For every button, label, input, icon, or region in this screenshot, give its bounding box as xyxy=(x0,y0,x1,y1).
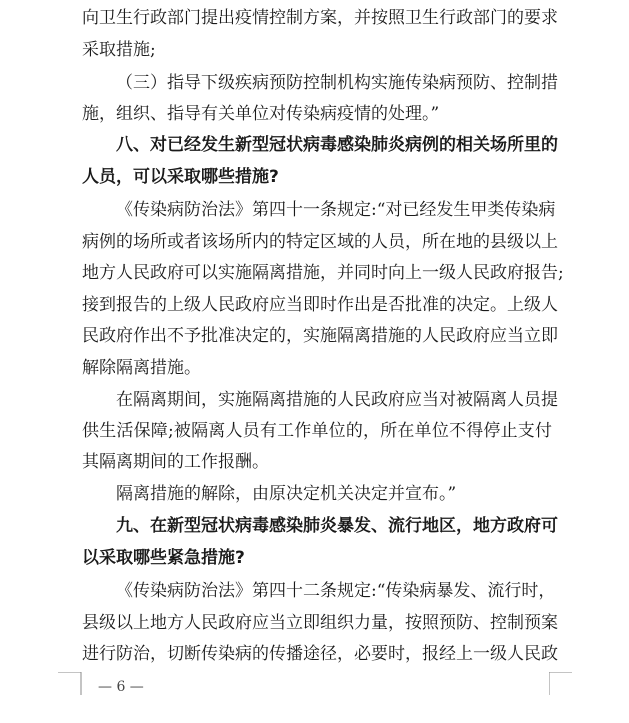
body-text-line: 采取措施; xyxy=(82,40,156,60)
body-text-line: 地方人民政府可以实施隔离措施，并同时向上一级人民政府报告; xyxy=(82,263,564,283)
body-text-line: 施，组织、指导有关单位对传染病疫情的处理。” xyxy=(82,104,440,124)
body-text-line: 接到报告的上级人民政府应当即时作出是否批准的决定。上级人 xyxy=(82,295,558,315)
section-heading: 人员，可以采取哪些措施? xyxy=(82,167,279,187)
body-text-line: 解除隔离措施。 xyxy=(82,358,201,378)
section-heading: 以采取哪些紧急措施? xyxy=(82,548,245,568)
body-text-line: 隔离措施的解除，由原决定机关决定并宣布。” xyxy=(116,484,457,504)
section-heading: 九、在新型冠状病毒感染肺炎暴发、流行地区，地方政府可 xyxy=(116,516,558,536)
body-text-line: 病例的场所或者该场所内的特定区域的人员，所在地的县级以上 xyxy=(82,232,558,252)
body-text-line: 向卫生行政部门提出疫情控制方案，并按照卫生行政部门的要求 xyxy=(82,8,558,28)
body-text-line: 县级以上地方人民政府应当立即组织力量，按照预防、控制预案 xyxy=(82,613,558,633)
page-number: — 6 — xyxy=(98,679,144,695)
body-text-line: 在隔离期间，实施隔离措施的人民政府应当对被隔离人员提 xyxy=(116,390,558,410)
body-text-line: 《传染病防治法》第四十一条规定:“对已经发生甲类传染病 xyxy=(116,200,556,220)
body-text-line: 民政府作出不予批准决定的，实施隔离措施的人民政府应当立即 xyxy=(82,326,558,346)
section-heading: 八、对已经发生新型冠状病毒感染肺炎病例的相关场所里的 xyxy=(116,135,558,155)
margin-corner-mark-right xyxy=(549,672,573,696)
body-text-line: 供生活保障;被隔离人员有工作单位的，所在单位不得停止支付 xyxy=(82,421,552,441)
body-text-line: 《传染病防治法》第四十二条规定:“传染病暴发、流行时， xyxy=(116,581,556,601)
body-text-line: （三）指导下级疾病预防控制机构实施传染病预防、控制措 xyxy=(116,73,558,93)
body-text-line: 其隔离期间的工作报酬。 xyxy=(82,452,269,472)
margin-corner-mark-left xyxy=(58,672,82,696)
body-text-line: 进行防治，切断传染病的传播途径，必要时，报经上一级人民政 xyxy=(82,644,558,664)
